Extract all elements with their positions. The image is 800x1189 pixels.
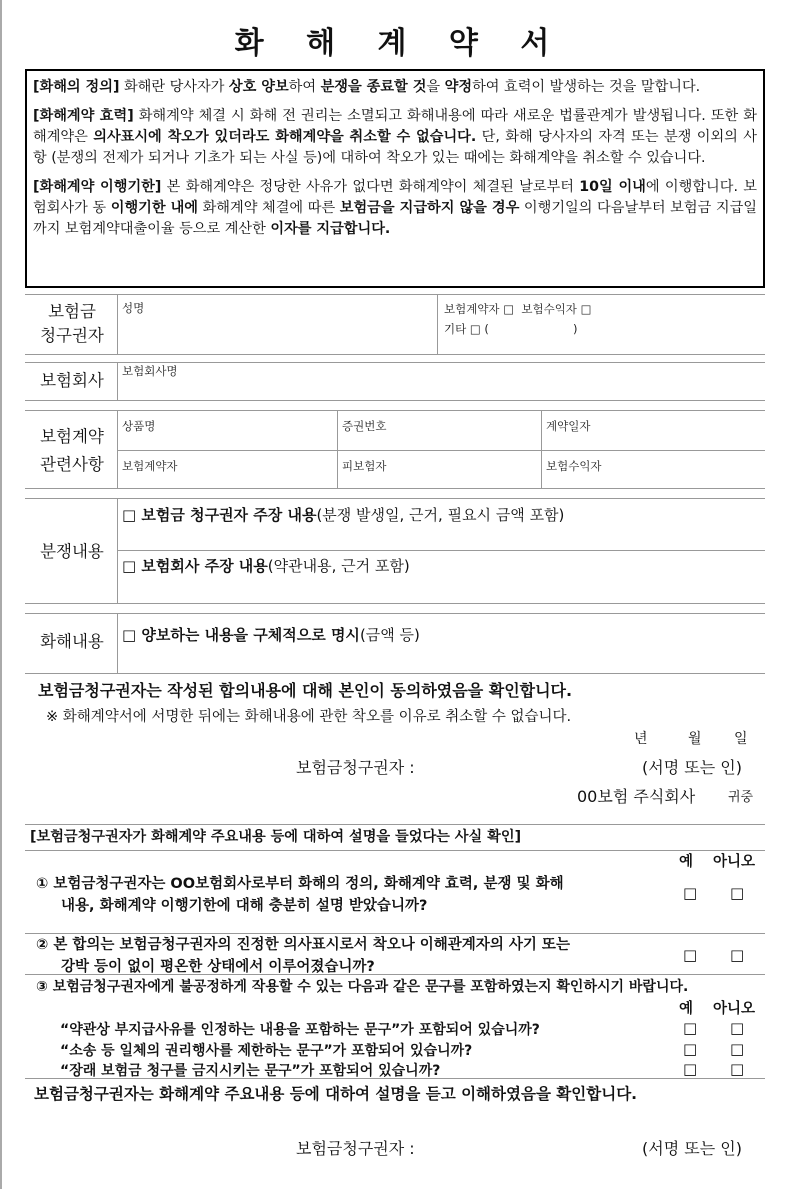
- question-3a: “약관상 부지급사유를 인정하는 내용을 포함하는 문구”가 포함되어 있습니까?: [60, 1022, 540, 1038]
- signature-field-1[interactable]: (서명 또는 인): [642, 758, 742, 777]
- yes-header-2: 예: [679, 1001, 694, 1017]
- question-3c: “장래 보험금 청구를 금지시키는 문구”가 포함되어 있습니까?: [60, 1063, 441, 1079]
- claimant-label: 보험금 청구권자: [40, 302, 104, 345]
- signature-label-1: 보험금청구권자 :: [296, 758, 415, 777]
- claimant-type-other[interactable]: 기타 □ ( ): [444, 322, 578, 336]
- q2-no-checkbox[interactable]: □: [730, 946, 745, 964]
- q1-no-checkbox[interactable]: □: [730, 884, 745, 902]
- company-name: 00보험 주식회사: [577, 787, 696, 806]
- contract-label: 보험계약 관련사항: [40, 427, 104, 474]
- claimant-claim-heading[interactable]: □ 보험금 청구권자 주장 내용(분쟁 발생일, 근거, 필요시 금액 포함): [122, 506, 565, 524]
- question-1: ① 보험금청구권자는 OO보험회사로부터 화해의 정의, 화해계약 효력, 분쟁 및 화해 내용, 화해계약 이행기한에 대해 충분히 설명 받았습니까?: [36, 876, 564, 914]
- no-header-2: 아니오: [713, 1001, 756, 1017]
- cancellation-warning: ※ 화해계약서에 서명한 뒤에는 화해내용에 관한 착오를 이유로 취소할 수 없습니다.: [46, 709, 572, 725]
- q3a-yes-checkbox[interactable]: □: [683, 1019, 698, 1037]
- insurer-claim-heading[interactable]: □ 보험회사 주장 내용(약관내용, 근거 포함): [122, 557, 410, 575]
- q1-yes-checkbox[interactable]: □: [683, 884, 698, 902]
- notice-effect: [화해계약 효력] 화해계약 체결 시 화해 전 권리는 소멸되고 화해내용에 따라 새로운 법률관계가 발생됩니다. 또한 화해계약은 의사표시에 착오가 있더라도 화해계약을 취소할 수 없습니다. 단, 화해 당사자의 자격 또는 분쟁 이외의 사항 (분쟁의 전제가 되거나 기초가 되는 사실 등)에 대하여 착오가 있는 때에는 화해계약을 취소할 수 있습니다.: [33, 108, 758, 166]
- page-edge: [0, 0, 2, 1189]
- document-title: 화 해 계 약 서: [234, 26, 566, 61]
- signature-field-2[interactable]: (서명 또는 인): [642, 1139, 742, 1158]
- yes-header-1: 예: [679, 854, 694, 870]
- insurer-label: 보험회사: [40, 371, 104, 390]
- q3b-no-checkbox[interactable]: □: [730, 1040, 745, 1058]
- question-3: ③ 보험금청구권자에게 불공정하게 작용할 수 있는 다음과 같은 문구를 포함하였는지 확인하시기 바랍니다.: [36, 979, 689, 995]
- insured-label: 피보험자: [342, 459, 387, 473]
- question-3b: “소송 등 일체의 권리행사를 제한하는 문구”가 포함되어 있습니까?: [60, 1043, 473, 1059]
- company-suffix: 귀중: [728, 790, 754, 805]
- q3b-yes-checkbox[interactable]: □: [683, 1040, 698, 1058]
- policyholder-label: 보험계약자: [122, 459, 178, 473]
- explanation-confirmation: 보험금청구권자는 화해계약 주요내용 등에 대하여 설명을 듣고 이해하였음을 확인합니다.: [34, 1085, 638, 1103]
- signature-label-2: 보험금청구권자 :: [296, 1139, 415, 1158]
- date-year: 년: [634, 731, 648, 747]
- q3c-yes-checkbox[interactable]: □: [683, 1060, 698, 1078]
- claimant-type-options[interactable]: 보험계약자 □ 보험수익자 □: [444, 302, 592, 316]
- agreement-confirmation: 보험금청구권자는 작성된 합의내용에 대해 본인이 동의하였음을 확인합니다.: [38, 681, 573, 700]
- date-day: 일: [734, 731, 748, 747]
- insurer-name-label: 보험회사명: [122, 364, 178, 378]
- settlement-heading[interactable]: □ 양보하는 내용을 구체적으로 명시(금액 등): [122, 626, 420, 644]
- notice-deadline: [화해계약 이행기한] 본 화해계약은 정당한 사유가 없다면 화해계약이 체결된 날로부터 10일 이내에 이행합니다. 보험회사가 동 이행기한 내에 화해계약 체결에 따른 보험금을 지급하지 않을 경우 이행기일의 다음날부터 보험금 지급일까지 보험계약대출이율 등으로 계산한 이자를 지급합니다.: [33, 179, 758, 237]
- notice-box: [25, 69, 765, 288]
- no-header-1: 아니오: [713, 854, 756, 870]
- notice-definition: [화해의 정의] 화해란 당사자가 상호 양보하여 분쟁을 종료할 것을 약정하여 효력이 발생하는 것을 말합니다.: [33, 79, 701, 95]
- dispute-label: 분쟁내용: [40, 542, 104, 561]
- date-month: 월: [688, 731, 702, 747]
- explanation-title: [보험금청구권자가 화해계약 주요내용 등에 대하여 설명을 들었다는 사실 확인]: [30, 829, 522, 845]
- q2-yes-checkbox[interactable]: □: [683, 946, 698, 964]
- claimant-name-label: 성명: [122, 301, 145, 315]
- question-2: ② 본 합의는 보험금청구권자의 진정한 의사표시로서 착오나 이해관계자의 사기 또는 강박 등이 없이 평온한 상태에서 이루어졌습니까?: [36, 937, 570, 975]
- q3c-no-checkbox[interactable]: □: [730, 1060, 745, 1078]
- beneficiary-label: 보험수익자: [546, 459, 602, 473]
- contract-date-label: 계약일자: [546, 419, 591, 433]
- product-name-label: 상품명: [122, 419, 156, 433]
- q3a-no-checkbox[interactable]: □: [730, 1019, 745, 1037]
- settlement-label: 화해내용: [40, 632, 104, 651]
- policy-number-label: 증권번호: [342, 419, 387, 433]
